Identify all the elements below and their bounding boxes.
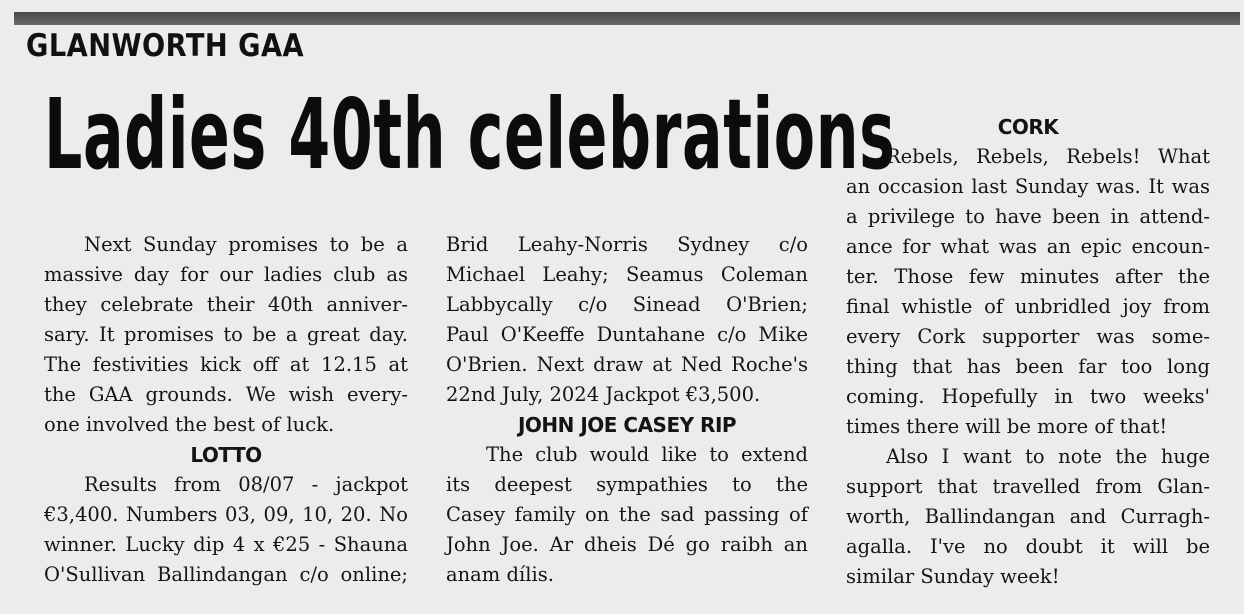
body-line: ter. Those few minutes after the bbox=[846, 265, 1210, 288]
column-3 bbox=[846, 112, 1210, 592]
body-line: anam dílis. bbox=[446, 563, 554, 586]
body-line: €3,400. Numbers 03, 09, 10, 20. No bbox=[44, 503, 408, 526]
column-1 bbox=[44, 230, 408, 590]
subheading-cork: CORK bbox=[997, 115, 1059, 139]
column-2 bbox=[446, 230, 808, 590]
body-line: worth, Ballindangan and Curragh- bbox=[846, 505, 1210, 528]
body-line: Next Sunday promises to be a bbox=[84, 233, 408, 256]
body-line: Rebels, Rebels, Rebels! What bbox=[886, 145, 1210, 168]
body-line: Michael Leahy; Seamus Coleman bbox=[446, 263, 808, 286]
body-line: coming. Hopefully in two weeks' bbox=[846, 385, 1210, 408]
body-line: an occasion last Sunday was. It was bbox=[846, 175, 1210, 198]
body-line: times there will be more of that! bbox=[846, 415, 1168, 438]
body-line: John Joe. Ar dheis Dé go raibh an bbox=[446, 533, 808, 556]
body-line: one involved the best of luck. bbox=[44, 413, 335, 436]
body-line: the GAA grounds. We wish every- bbox=[44, 383, 408, 406]
body-line: Labbycally c/o Sinead O'Brien; bbox=[446, 293, 808, 316]
body-line: Casey family on the sad passing of bbox=[446, 503, 808, 526]
body-line: its deepest sympathies to the bbox=[446, 473, 808, 496]
body-line: Results from 08/07 - jackpot bbox=[84, 473, 408, 496]
body-line: Also I want to note the huge bbox=[886, 445, 1210, 468]
body-line: they celebrate their 40th anniver- bbox=[44, 293, 408, 316]
body-line: The festivities kick off at 12.15 at bbox=[44, 353, 408, 376]
body-line: The club would like to extend bbox=[486, 443, 808, 466]
body-line: O'Sullivan Ballindangan c/o online; bbox=[44, 563, 408, 586]
body-line: winner. Lucky dip 4 x €25 - Shauna bbox=[44, 533, 408, 556]
body-line: every Cork supporter was some- bbox=[846, 325, 1210, 348]
body-line: support that travelled from Glan- bbox=[846, 475, 1210, 498]
body-line: ance for what was an epic encoun- bbox=[846, 235, 1210, 258]
body-line: 22nd July, 2024 Jackpot €3,500. bbox=[446, 383, 761, 406]
body-line: similar Sunday week! bbox=[846, 565, 1060, 588]
body-line: O'Brien. Next draw at Ned Roche's bbox=[446, 353, 808, 376]
body-line: final whistle of unbridled joy from bbox=[846, 295, 1210, 318]
subheading-lotto: LOTTO bbox=[190, 443, 262, 467]
body-line: sary. It promises to be a great day. bbox=[44, 323, 408, 346]
body-line: Paul O'Keeffe Duntahane c/o Mike bbox=[446, 323, 808, 346]
body-line: massive day for our ladies club as bbox=[44, 263, 408, 286]
body-line: thing that has been far too long bbox=[846, 355, 1210, 378]
body-line: agalla. I've no doubt it will be bbox=[846, 535, 1210, 558]
body-line: Brid Leahy-Norris Sydney c/o bbox=[446, 233, 808, 256]
top-rule bbox=[14, 12, 1240, 25]
subheading-rip: JOHN JOE CASEY RIP bbox=[517, 413, 737, 437]
section-label: GLANWORTH GAA bbox=[26, 28, 305, 64]
body-line: a privilege to have been in attend- bbox=[846, 205, 1210, 228]
headline: Ladies 40th celebrations bbox=[44, 78, 896, 191]
